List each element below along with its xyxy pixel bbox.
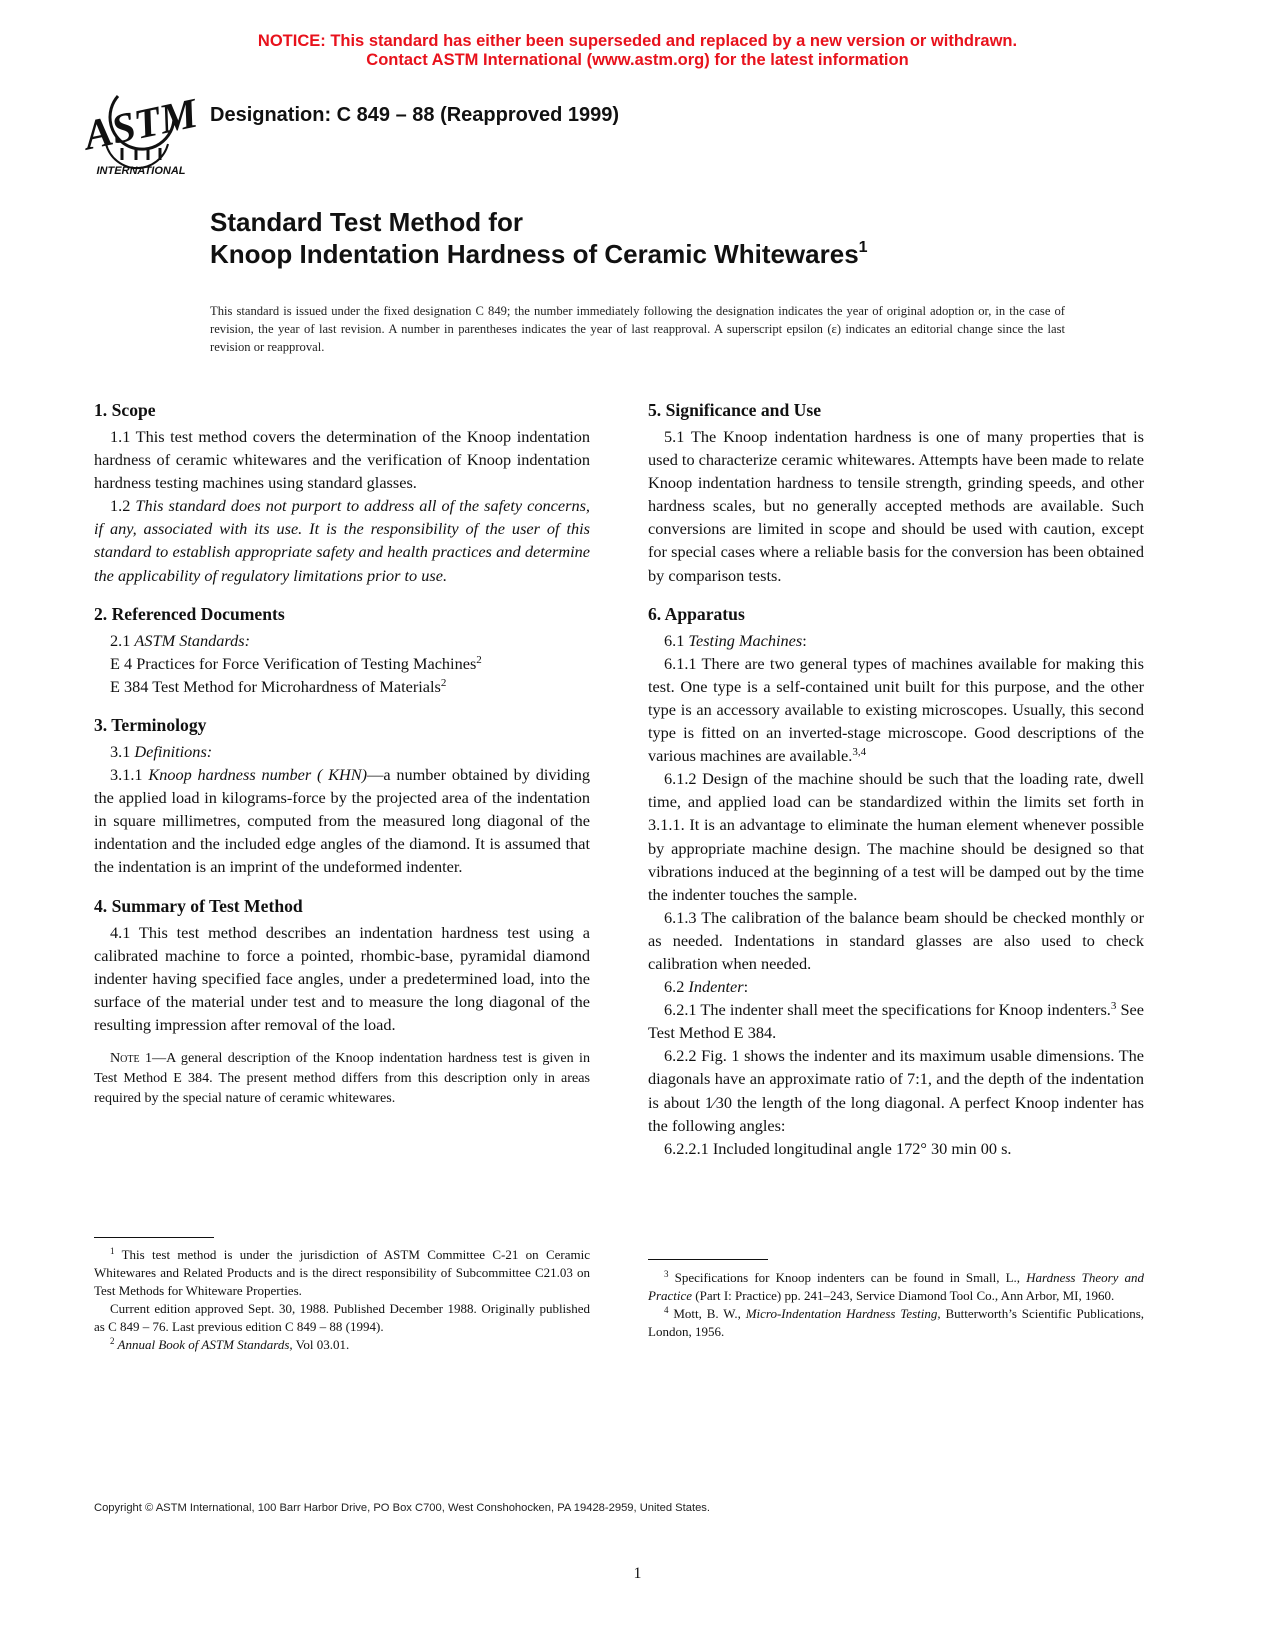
section-heading-terminology: 3. Terminology — [94, 714, 207, 735]
footnote-divider — [648, 1259, 768, 1260]
paragraph-text: 6.2.1 The indenter shall meet the specifications for Knoop indenters. — [664, 1000, 1111, 1020]
paragraph-6-2-1 — [648, 998, 1144, 1044]
reference-e384 — [94, 675, 590, 698]
reference-text: E 4 Practices for Force Verification of Testing Machines — [110, 653, 477, 673]
footnote-mark: 3,4 — [852, 746, 867, 759]
notice-line-1: NOTICE: This standard has either been superseded and replaced by a new version or withdrawn. — [257, 32, 1018, 50]
note-1 — [94, 1048, 590, 1108]
title-line-1: Standard Test Method for — [210, 207, 523, 237]
copyright-line: Copyright © ASTM International, 100 Barr Harbor Drive, PO Box C700, West Conshohocken, PA 19428-2959, United States. — [94, 1502, 710, 1514]
section-heading-scope: 1. Scope — [94, 400, 156, 420]
paragraph-6-2-2-1: 6.2.2.1 Included longitudinal angle 172° 30 min 00 s. — [664, 1138, 1012, 1158]
designation: Designation: C 849 – 88 (Reapproved 1999) — [210, 104, 620, 126]
footnote-title: Annual Book of ASTM Standards, — [114, 1337, 293, 1352]
paragraph-6-1-3: 6.1.3 The calibration of the balance beam should be checked monthly or as needed. Indentations in standard glasses are also used to check calibration when needed. — [648, 907, 1144, 973]
fraction: 1⁄30 — [704, 1092, 733, 1112]
footnote-text: Mott, B. W., — [668, 1306, 746, 1321]
footnote-text: Vol 03.01. — [292, 1337, 350, 1352]
safety-statement: This standard does not purport to address all of the safety concerns, if any, associated with its use. It is the responsibility of the user of this standard to establish appropriate safety and health practices and determine the applicability of regulatory limitations prior to use. — [94, 496, 590, 585]
punctuation: : — [743, 977, 749, 997]
footnote-divider — [94, 1237, 214, 1238]
definition-text: —a number obtained by dividing the applied load in kilograms-force by the projected area of the indentation in square millimetres, computed from the measured long diagonal of the indentation and the included edge angles of the diamond. It is assumed that the indentation is an imprint of the undeformed indenter. — [94, 765, 590, 877]
paragraph-1-1: 1.1 This test method covers the determination of the Knoop indentation hardness of ceramic whitewares and the verification of Knoop indentation hardness testing machines using standard glasses. — [94, 427, 590, 493]
title-main: Knoop Indentation Hardness of Ceramic Whitewares — [210, 239, 859, 269]
defined-term: Knoop hardness number ( KHN) — [148, 765, 368, 785]
document-title — [210, 206, 868, 270]
paragraph-text: See Test Method E 384. — [648, 1000, 1144, 1043]
svg-text:ASTM: ASTM — [80, 90, 202, 160]
notice-line-2: Contact ASTM International (www.astm.org) for the latest information — [366, 51, 909, 69]
paragraph-number: 2.1 — [110, 630, 135, 650]
paragraph-3-1 — [94, 740, 590, 763]
withdrawal-notice — [0, 32, 1275, 70]
footnote-text: Specifications for Knoop indenters can be found in Small, L., — [668, 1270, 1027, 1285]
punctuation: : — [802, 630, 807, 650]
footnote-mark: 4 — [664, 1305, 669, 1315]
footnotes-right — [648, 1269, 1144, 1341]
section-heading-referenced-documents: 2. Referenced Documents — [94, 603, 285, 624]
paragraph-6-1-2: 6.1.2 Design of the machine should be such that the loading rate, dwell time, and applied load can be standardized within the limits set forth in 3.1.1. It is an advantage to eliminate the human element whenever possible by appropriate machine design. The machine should be designed so that vibrations induced at the beginning of a test will be damped out by the time the indenter touches the sample. — [648, 769, 1144, 904]
paragraph-text: 6.2.2 Fig. 1 shows the indenter and its maximum usable dimensions. The diagonals have an approximate ratio of 7:1, and the depth of the indentation is about — [648, 1046, 1144, 1112]
paragraph-6-1 — [648, 629, 1144, 652]
footnote-title: Micro-Indentation Hardness Testing, — [745, 1306, 941, 1321]
footnote-title: Hardness Theory and Practice — [648, 1270, 1145, 1303]
footnote-2 — [94, 1336, 590, 1354]
logo-wordmark: INTERNATIONAL — [96, 165, 186, 177]
subsection-title: Definitions: — [134, 741, 213, 761]
footnote-1-edition: Current edition approved Sept. 30, 1988. Published December 1988. Originally published as C 849 – 76. Last previous edition C 849 – 88 (1994). — [94, 1301, 590, 1334]
paragraph-6-2-2 — [648, 1044, 1144, 1136]
right-column — [648, 398, 1144, 1160]
subsection-title: ASTM Standards: — [134, 630, 251, 650]
paragraph-5-1: 5.1 The Knoop indentation hardness is one of many properties that is used to characterize ceramic whitewares. Attempts have been made to relate Knoop indentation hardness to tensile strength, grinding speeds, and other hardness scales, but no generally accepted methods are available. Such conversions are limited in scope and should be used with caution, except for special cases where a reliable basis for the conversion has been obtained by comparison tests. — [648, 427, 1144, 585]
preface-note: This standard is issued under the fixed designation C 849; the number immediately following the designation indicates the year of original adoption or, in the case of revision, the year of last revision. A number in parentheses indicates the year of last reapproval. A superscript epsilon (ε) indicates an editorial change since the last revision or reapproval. — [210, 304, 1065, 354]
footnote-4 — [648, 1305, 1144, 1341]
page-number: 1 — [633, 1565, 642, 1582]
footnote-text: (Part I: Practice) pp. 241–243, Service Diamond Tool Co., Ann Arbor, MI, 1960. — [692, 1288, 1115, 1303]
footnote-text: This test method is under the jurisdiction of ASTM Committee C-21 on Ceramic Whitewares and Related Products and is the direct responsibility of Subcommittee C21.03 on Test Methods for Whiteware Properties. — [94, 1247, 590, 1298]
section-heading-summary: 4. Summary of Test Method — [94, 895, 303, 916]
footnote-1 — [94, 1246, 590, 1300]
note-text: 1—A general description of the Knoop indentation hardness test is given in Test Method E 384. The present method differs from this description only in areas required by the special nature of ceramic whitewares. — [94, 1049, 590, 1106]
footnote-3 — [648, 1269, 1144, 1305]
left-column — [94, 398, 590, 1108]
footnote-mark: 2 — [476, 653, 482, 666]
footnote-mark: 2 — [440, 676, 447, 689]
title-line-2 — [210, 238, 868, 270]
paragraph-text: 6.1.1 There are two general types of machines available for making this test. One type is a self-contained unit built for this purpose, and the other type is an accessory available to existing microscopes. Usually, this second type is fitted on an inverted-stage microscope. Good descriptions of the various machines are available. — [648, 653, 1144, 766]
paragraph-6-2 — [648, 975, 1144, 998]
reference-e4 — [94, 652, 590, 675]
paragraph-4-1: 4.1 This test method describes an indentation hardness test using a calibrated machine to force a pointed, rhombic-base, pyramidal diamond indenter having specified face angles, under a predetermined load, into the surface of the material under test and to measure the long diagonal of the resulting impression after removal of the load. — [94, 922, 590, 1034]
paragraph-text: the length of the long diagonal. A perfect Knoop indenter has the following angles: — [648, 1092, 1144, 1135]
paragraph-number: 6.1 — [664, 630, 689, 650]
paragraph-number: 6.2 — [664, 977, 689, 997]
section-heading-apparatus: 6. Apparatus — [648, 603, 745, 624]
footnote-text: Butterworth’s Scientific Publications, London, 1956. — [648, 1306, 1144, 1339]
reference-text: E 384 Test Method for Microhardness of Materials — [110, 676, 441, 696]
paragraph-number: 3.1.1 — [110, 765, 149, 785]
paragraph-number: 1.2 — [110, 496, 136, 516]
footnote-mark: 3 — [1110, 1000, 1117, 1013]
note-label: Note — [110, 1049, 140, 1066]
astm-logo-icon — [80, 86, 202, 178]
footnote-mark: 2 — [110, 1336, 115, 1346]
paragraph-3-1-1 — [94, 763, 590, 878]
paragraph-6-1-1 — [648, 652, 1144, 767]
subsection-title: Indenter — [688, 977, 744, 997]
footnote-mark: 1 — [110, 1246, 115, 1256]
paragraph-number: 3.1 — [110, 741, 135, 761]
footnotes-left — [94, 1246, 590, 1354]
title-footnote-mark: 1 — [858, 239, 868, 256]
section-heading-significance: 5. Significance and Use — [648, 400, 822, 420]
footnote-mark: 3 — [664, 1269, 669, 1279]
paragraph-2-1 — [94, 629, 590, 652]
paragraph-1-2 — [94, 494, 590, 586]
subsection-title: Testing Machines — [688, 630, 803, 650]
